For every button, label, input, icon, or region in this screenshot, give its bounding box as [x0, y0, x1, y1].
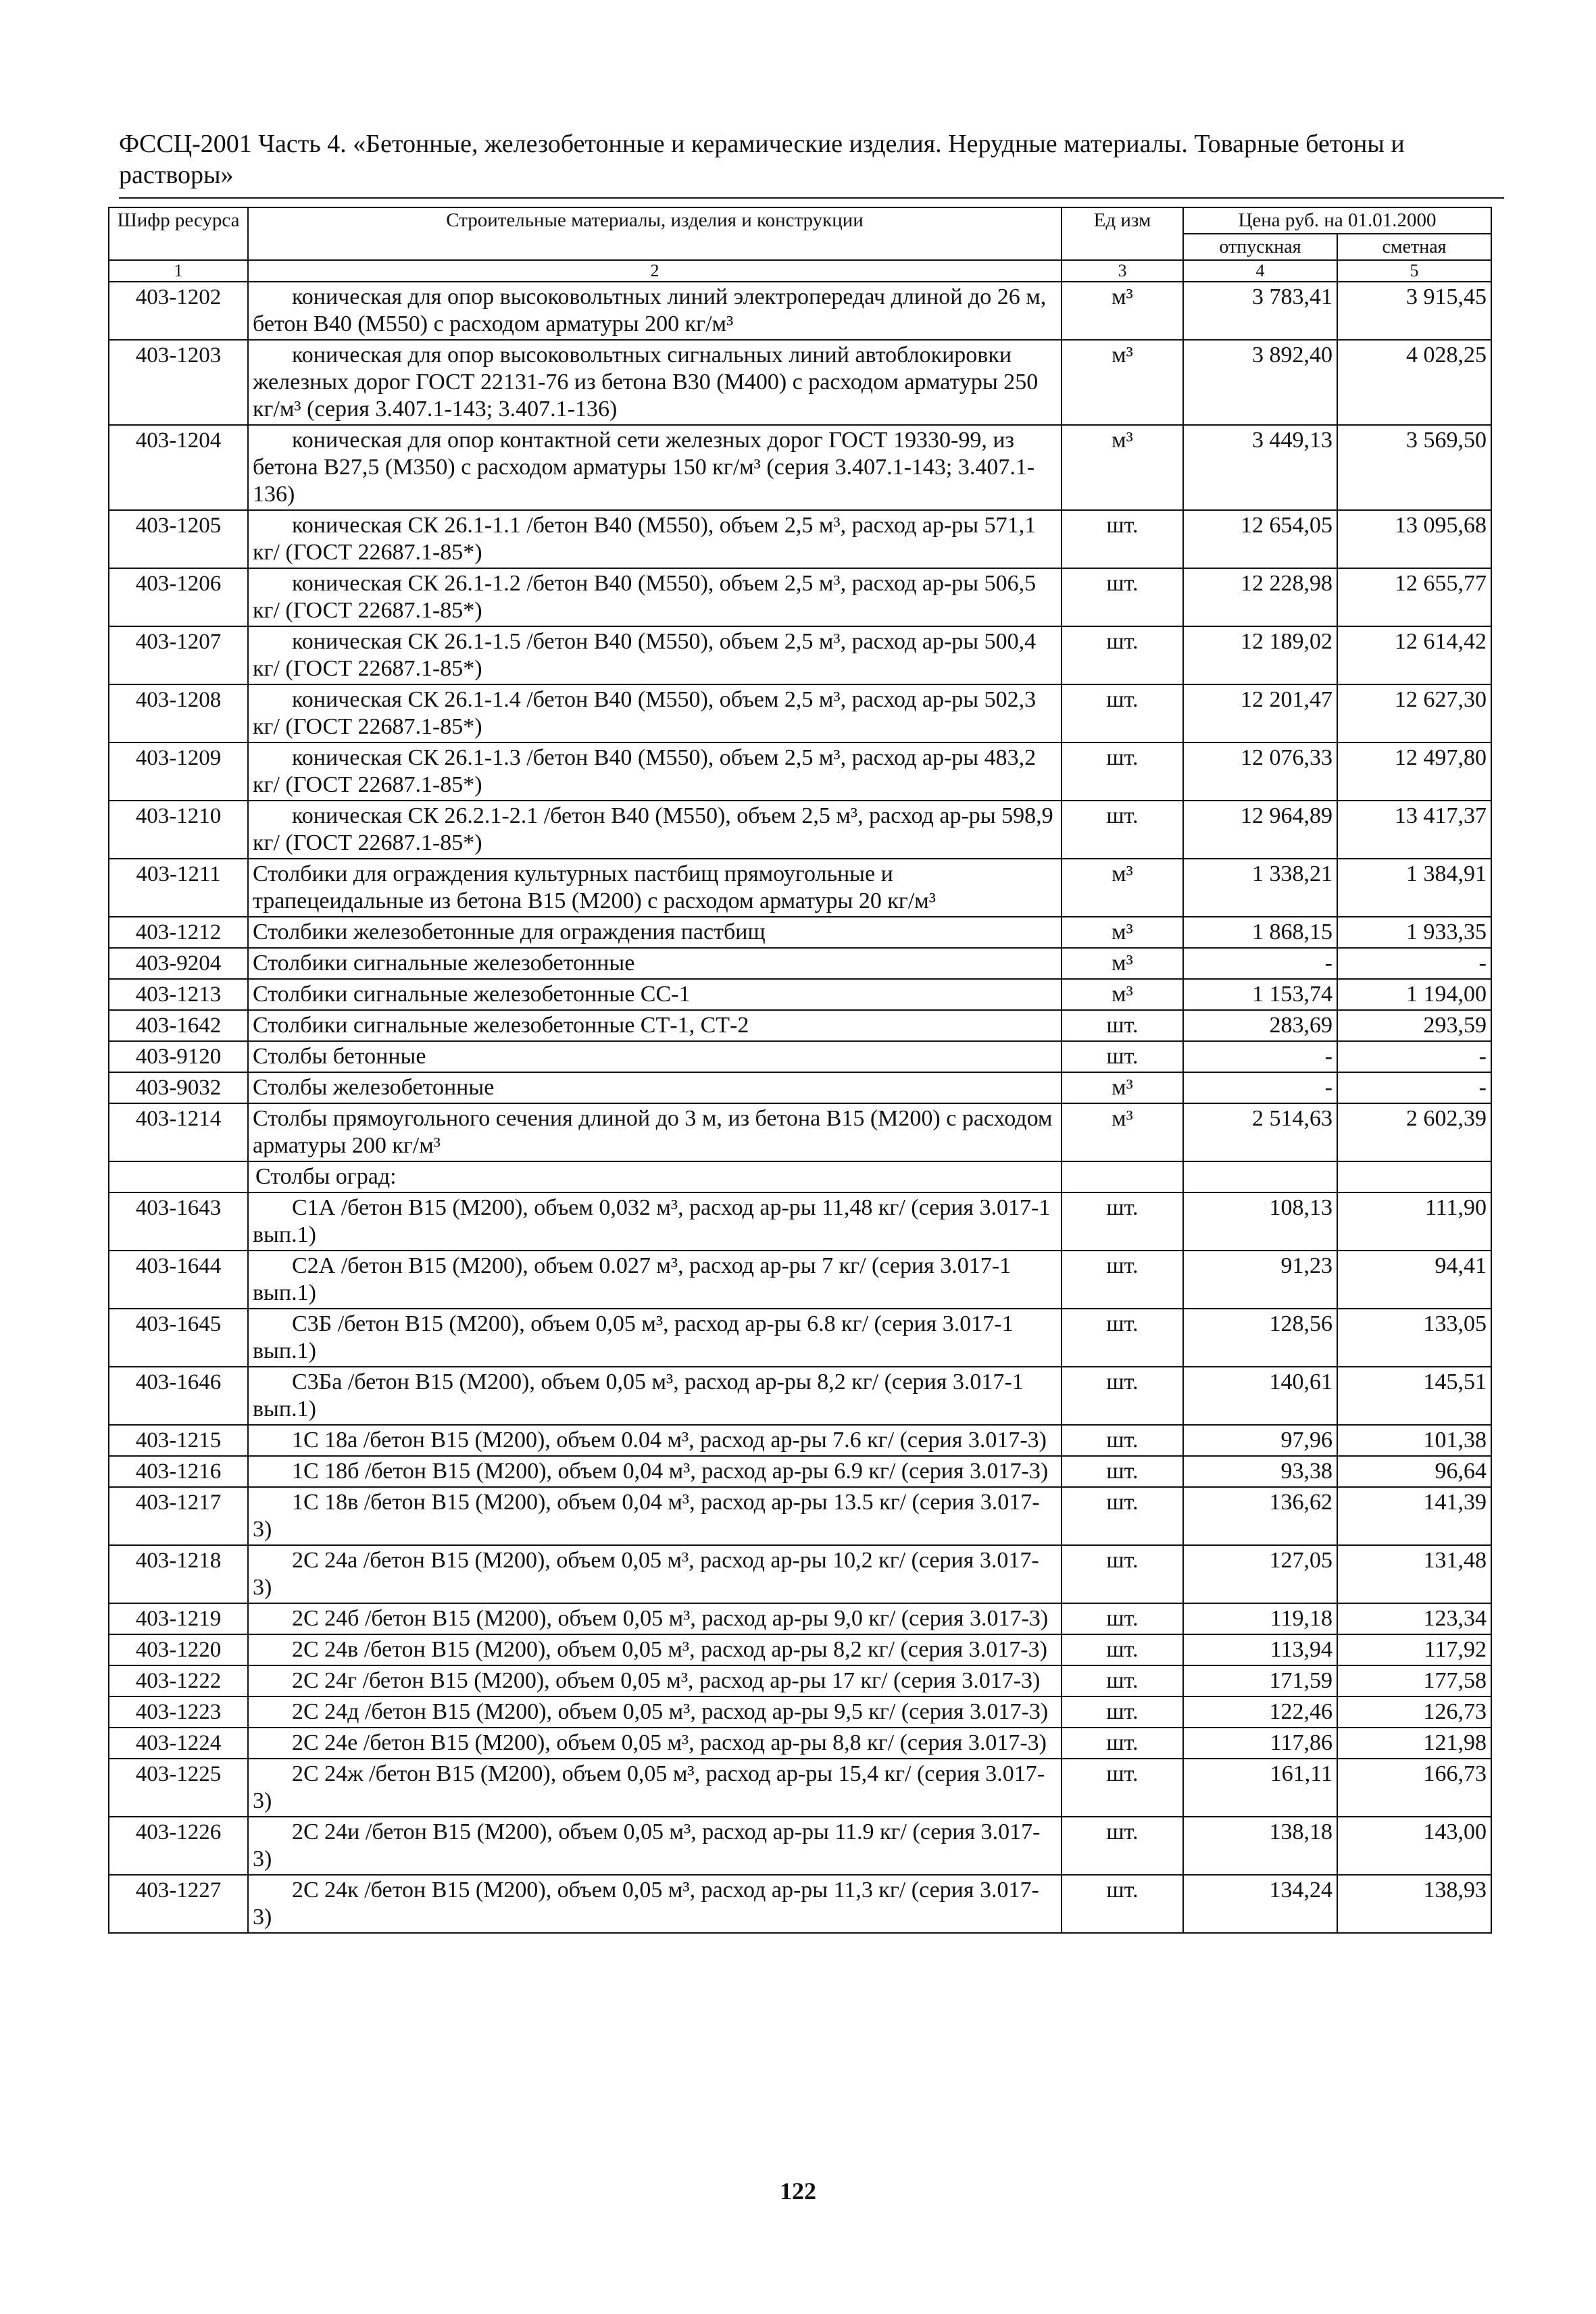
description-text: 2С 24б /бетон В15 (М200), объем 0,05 м³, расход ар-ры 9,0 кг/ (серия 3.017-3)	[292, 1606, 1049, 1631]
description-text: Столбы оград:	[255, 1164, 397, 1189]
description-text: коническая СК 26.2.1-2.1 /бетон В40 (М550), объем 2,5 м³, расход ар-ры 598,9 кг/ (ГОСТ 22687.1-85*)	[253, 803, 1053, 855]
table-row	[109, 1817, 1491, 1875]
material-description	[248, 1010, 1062, 1041]
unit-of-measure: шт.	[1062, 1487, 1183, 1545]
column-number: 5	[1337, 260, 1491, 282]
material-description	[248, 684, 1062, 743]
column-header-release-price: отпускная	[1183, 234, 1337, 260]
resource-code	[109, 1161, 248, 1192]
resource-code: 403-9120	[109, 1041, 248, 1072]
estimate-price: 94,41	[1337, 1251, 1491, 1309]
description-text: 1С 18б /бетон В15 (М200), объем 0,04 м³, расход ар-ры 6.9 кг/ (серия 3.017-3)	[292, 1459, 1049, 1484]
description-text: Столбики сигнальные железобетонные СТ-1, СТ-2	[253, 1013, 749, 1038]
resource-code: 403-1209	[109, 743, 248, 801]
resource-code: 403-1217	[109, 1487, 248, 1545]
estimate-price: 12 614,42	[1337, 626, 1491, 684]
material-description	[248, 510, 1062, 568]
resource-code: 403-1215	[109, 1425, 248, 1456]
release-price: 117,86	[1183, 1728, 1337, 1759]
unit-of-measure: м³	[1062, 282, 1183, 340]
material-description	[248, 743, 1062, 801]
unit-of-measure: шт.	[1062, 1425, 1183, 1456]
resource-code: 403-1216	[109, 1456, 248, 1487]
description-text: 1С 18в /бетон В15 (М200), объем 0,04 м³, расход ар-ры 13.5 кг/ (серия 3.017-3)	[253, 1490, 1040, 1542]
release-price: 119,18	[1183, 1603, 1337, 1634]
table-row	[109, 1251, 1491, 1309]
estimate-price: 121,98	[1337, 1728, 1491, 1759]
table-row	[109, 684, 1491, 743]
material-description	[248, 859, 1062, 917]
material-description	[248, 1456, 1062, 1487]
estimate-price: 12 655,77	[1337, 568, 1491, 626]
unit-of-measure: шт.	[1062, 510, 1183, 568]
resource-code: 403-1219	[109, 1603, 248, 1634]
description-text: С1А /бетон В15 (М200), объем 0,032 м³, расход ар-ры 11,48 кг/ (серия 3.017-1 вып.1)	[253, 1195, 1051, 1247]
material-description	[248, 1696, 1062, 1728]
column-header-code: Шифр ресурса	[109, 207, 248, 260]
estimate-price: 123,34	[1337, 1603, 1491, 1634]
column-header-estimate-price: сметная	[1337, 234, 1491, 260]
unit-of-measure: шт.	[1062, 1603, 1183, 1634]
table-row	[109, 917, 1491, 948]
estimate-price: 166,73	[1337, 1759, 1491, 1817]
table-row	[109, 1425, 1491, 1456]
unit-of-measure: шт.	[1062, 1367, 1183, 1425]
release-price: 91,23	[1183, 1251, 1337, 1309]
estimate-price: 126,73	[1337, 1696, 1491, 1728]
unit-of-measure: шт.	[1062, 1728, 1183, 1759]
release-price: 12 201,47	[1183, 684, 1337, 743]
resource-code: 403-1220	[109, 1634, 248, 1665]
release-price: 2 514,63	[1183, 1103, 1337, 1161]
table-row	[109, 1367, 1491, 1425]
description-text: коническая СК 26.1-1.3 /бетон В40 (М550), объем 2,5 м³, расход ар-ры 483,2 кг/ (ГОСТ 22687.1-85*)	[253, 745, 1037, 797]
description-text: 2С 24и /бетон В15 (М200), объем 0,05 м³, расход ар-ры 11.9 кг/ (серия 3.017-3)	[253, 1819, 1041, 1871]
description-text: 2С 24к /бетон В15 (М200), объем 0,05 м³, расход ар-ры 11,3 кг/ (серия 3.017-3)	[253, 1878, 1039, 1930]
resource-code: 403-1214	[109, 1103, 248, 1161]
material-description	[248, 1161, 1062, 1192]
document-title: ФССЦ-2001 Часть 4. «Бетонные, железобетонные и керамические изделия. Нерудные материалы. Товарные бетоны и растворы»	[119, 130, 1405, 189]
table-row	[109, 340, 1491, 425]
table-row	[109, 1759, 1491, 1817]
material-description	[248, 1425, 1062, 1456]
release-price: 127,05	[1183, 1545, 1337, 1603]
resource-code: 403-1208	[109, 684, 248, 743]
release-price: 1 868,15	[1183, 917, 1337, 948]
estimate-price: 2 602,39	[1337, 1103, 1491, 1161]
table-row	[109, 1192, 1491, 1251]
release-price: 3 892,40	[1183, 340, 1337, 425]
unit-of-measure: шт.	[1062, 1817, 1183, 1875]
estimate-price: 12 627,30	[1337, 684, 1491, 743]
release-price: -	[1183, 1041, 1337, 1072]
unit-of-measure: шт.	[1062, 1192, 1183, 1251]
table-row	[109, 568, 1491, 626]
release-price: 113,94	[1183, 1634, 1337, 1665]
material-description	[248, 801, 1062, 859]
material-description	[248, 1487, 1062, 1545]
description-text: коническая для опор контактной сети железных дорог ГОСТ 19330-99, из бетона В27,5 (М350) с расходом арматуры 150 кг/м³ (серия 3.407.1-143; 3.407.1-136)	[253, 428, 1035, 507]
resource-code: 403-1211	[109, 859, 248, 917]
unit-of-measure: шт.	[1062, 626, 1183, 684]
estimate-price: 3 569,50	[1337, 425, 1491, 510]
estimate-price: 138,93	[1337, 1875, 1491, 1933]
estimate-price: 13 417,37	[1337, 801, 1491, 859]
unit-of-measure: шт.	[1062, 684, 1183, 743]
description-text: Столбики железобетонные для ограждения пастбищ	[253, 920, 766, 945]
material-description	[248, 1728, 1062, 1759]
release-price: 12 189,02	[1183, 626, 1337, 684]
unit-of-measure: шт.	[1062, 568, 1183, 626]
resource-code: 403-1205	[109, 510, 248, 568]
table-row	[109, 979, 1491, 1010]
resource-code: 403-1226	[109, 1817, 248, 1875]
table-row	[109, 425, 1491, 510]
material-description	[248, 1192, 1062, 1251]
table-row	[109, 1041, 1491, 1072]
table-row	[109, 743, 1491, 801]
estimate-price: -	[1337, 1041, 1491, 1072]
table-row	[109, 948, 1491, 979]
unit-of-measure	[1062, 1161, 1183, 1192]
table-row	[109, 1696, 1491, 1728]
release-price: 140,61	[1183, 1367, 1337, 1425]
unit-of-measure: шт.	[1062, 1309, 1183, 1367]
material-description	[248, 568, 1062, 626]
release-price: 283,69	[1183, 1010, 1337, 1041]
material-description	[248, 1875, 1062, 1933]
release-price: 1 338,21	[1183, 859, 1337, 917]
description-text: 2С 24в /бетон В15 (М200), объем 0,05 м³, расход ар-ры 8,2 кг/ (серия 3.017-3)	[292, 1637, 1047, 1662]
resource-code: 403-1213	[109, 979, 248, 1010]
unit-of-measure: шт.	[1062, 1456, 1183, 1487]
description-text: коническая СК 26.1-1.5 /бетон В40 (М550), объем 2,5 м³, расход ар-ры 500,4 кг/ (ГОСТ 22687.1-85*)	[253, 629, 1037, 681]
material-description	[248, 1634, 1062, 1665]
unit-of-measure: шт.	[1062, 1010, 1183, 1041]
release-price: 122,46	[1183, 1696, 1337, 1728]
material-description	[248, 917, 1062, 948]
material-description	[248, 1072, 1062, 1103]
column-number-row	[109, 260, 1491, 282]
description-text: 2С 24е /бетон В15 (М200), объем 0,05 м³, расход ар-ры 8,8 кг/ (серия 3.017-3)	[292, 1730, 1047, 1755]
estimate-price: 13 095,68	[1337, 510, 1491, 568]
description-text: коническая для опор высоковольтных линий электропередач длиной до 26 м, бетон В40 (М550) с расходом арматуры 200 кг/м³	[253, 284, 1047, 336]
table-row	[109, 1456, 1491, 1487]
column-number: 4	[1183, 260, 1337, 282]
description-text: коническая для опор высоковольтных сигнальных линий автоблокировки железных дорог ГОСТ 22131-76 из бетона В30 (М400) с расходом арматуры 250 кг/м³ (серия 3.407.1-143; 3.407.1-136)	[253, 343, 1039, 422]
description-text: С2А /бетон В15 (М200), объем 0.027 м³, расход ар-ры 7 кг/ (серия 3.017-1 вып.1)	[253, 1253, 1012, 1305]
table-row	[109, 1103, 1491, 1161]
estimate-price: 3 915,45	[1337, 282, 1491, 340]
description-text: Столбики сигнальные железобетонные СС-1	[253, 982, 691, 1007]
table-row	[109, 859, 1491, 917]
unit-of-measure: шт.	[1062, 1696, 1183, 1728]
table-header-row	[109, 207, 1491, 234]
material-description	[248, 1665, 1062, 1696]
description-text: 2С 24д /бетон В15 (М200), объем 0,05 м³, расход ар-ры 9,5 кг/ (серия 3.017-3)	[292, 1699, 1049, 1724]
release-price: 108,13	[1183, 1192, 1337, 1251]
column-number: 3	[1062, 260, 1183, 282]
description-text: Столбики сигнальные железобетонные	[253, 951, 635, 976]
column-header-unit: Ед изм	[1062, 207, 1183, 260]
description-text: 2С 24ж /бетон В15 (М200), объем 0,05 м³, расход ар-ры 15,4 кг/ (серия 3.017-3)	[253, 1761, 1045, 1813]
resource-code: 403-1222	[109, 1665, 248, 1696]
release-price: 12 076,33	[1183, 743, 1337, 801]
estimate-price: 111,90	[1337, 1192, 1491, 1251]
description-text: 2С 24а /бетон В15 (М200), объем 0,05 м³, расход ар-ры 10,2 кг/ (серия 3.017-3)	[253, 1548, 1039, 1600]
material-description	[248, 340, 1062, 425]
resource-code: 403-1210	[109, 801, 248, 859]
release-price: 93,38	[1183, 1456, 1337, 1487]
table-row	[109, 801, 1491, 859]
table-row	[109, 1634, 1491, 1665]
material-description	[248, 1759, 1062, 1817]
estimate-price: 101,38	[1337, 1425, 1491, 1456]
estimate-price: 133,05	[1337, 1309, 1491, 1367]
unit-of-measure: м³	[1062, 979, 1183, 1010]
estimate-price: 1 194,00	[1337, 979, 1491, 1010]
material-description	[248, 1367, 1062, 1425]
column-number: 2	[248, 260, 1062, 282]
release-price: 161,11	[1183, 1759, 1337, 1817]
release-price: -	[1183, 948, 1337, 979]
description-text: Столбики для ограждения культурных пастбищ прямоугольные и трапецеидальные из бетона В15 (М200) с расходом арматуры 20 кг/м³	[253, 861, 936, 913]
material-description	[248, 282, 1062, 340]
estimate-price: 96,64	[1337, 1456, 1491, 1487]
resource-code: 403-1645	[109, 1309, 248, 1367]
estimate-price: 143,00	[1337, 1817, 1491, 1875]
table-row	[109, 626, 1491, 684]
estimate-price: 1 933,35	[1337, 917, 1491, 948]
resource-code: 403-9204	[109, 948, 248, 979]
unit-of-measure: м³	[1062, 1103, 1183, 1161]
unit-of-measure: шт.	[1062, 1634, 1183, 1665]
release-price: 134,24	[1183, 1875, 1337, 1933]
release-price: 3 783,41	[1183, 282, 1337, 340]
release-price: 136,62	[1183, 1487, 1337, 1545]
unit-of-measure: м³	[1062, 948, 1183, 979]
estimate-price: 1 384,91	[1337, 859, 1491, 917]
description-text: коническая СК 26.1-1.4 /бетон В40 (М550), объем 2,5 м³, расход ар-ры 502,3 кг/ (ГОСТ 22687.1-85*)	[253, 687, 1037, 739]
release-price: 12 654,05	[1183, 510, 1337, 568]
release-price: 1 153,74	[1183, 979, 1337, 1010]
resource-code: 403-1204	[109, 425, 248, 510]
table-row	[109, 1309, 1491, 1367]
description-text: Столбы прямоугольного сечения длиной до 3 м, из бетона В15 (М200) с расходом арматуры 200 кг/м³	[253, 1106, 1053, 1158]
unit-of-measure: шт.	[1062, 1875, 1183, 1933]
release-price: 171,59	[1183, 1665, 1337, 1696]
material-description	[248, 1545, 1062, 1603]
release-price: -	[1183, 1072, 1337, 1103]
description-text: С3Ба /бетон В15 (М200), объем 0,05 м³, расход ар-ры 8,2 кг/ (серия 3.017-1 вып.1)	[253, 1369, 1024, 1422]
resource-code: 403-1202	[109, 282, 248, 340]
column-header-price-group: Цена руб. на 01.01.2000	[1183, 207, 1491, 234]
description-text: 1С 18а /бетон В15 (М200), объем 0.04 м³, расход ар-ры 7.6 кг/ (серия 3.017-3)	[292, 1428, 1047, 1453]
material-description	[248, 1603, 1062, 1634]
material-description	[248, 948, 1062, 979]
material-description	[248, 1817, 1062, 1875]
unit-of-measure: м³	[1062, 917, 1183, 948]
description-text: коническая СК 26.1-1.2 /бетон В40 (М550), объем 2,5 м³, расход ар-ры 506,5 кг/ (ГОСТ 22687.1-85*)	[253, 571, 1037, 623]
material-description	[248, 1251, 1062, 1309]
material-description	[248, 425, 1062, 510]
description-text: С3Б /бетон В15 (М200), объем 0,05 м³, расход ар-ры 6.8 кг/ (серия 3.017-1 вып.1)	[253, 1311, 1014, 1363]
release-price: 3 449,13	[1183, 425, 1337, 510]
unit-of-measure: м³	[1062, 1072, 1183, 1103]
estimate-price: 12 497,80	[1337, 743, 1491, 801]
unit-of-measure: шт.	[1062, 743, 1183, 801]
material-description	[248, 979, 1062, 1010]
resource-code: 403-1223	[109, 1696, 248, 1728]
resource-code: 403-1643	[109, 1192, 248, 1251]
table-row	[109, 282, 1491, 340]
column-number: 1	[109, 260, 248, 282]
unit-of-measure: м³	[1062, 859, 1183, 917]
resource-code: 403-1642	[109, 1010, 248, 1041]
description-text: коническая СК 26.1-1.1 /бетон В40 (М550), объем 2,5 м³, расход ар-ры 571,1 кг/ (ГОСТ 22687.1-85*)	[253, 513, 1037, 565]
resource-code: 403-9032	[109, 1072, 248, 1103]
unit-of-measure: шт.	[1062, 1251, 1183, 1309]
unit-of-measure: шт.	[1062, 801, 1183, 859]
table-body	[109, 282, 1491, 1933]
estimate-price: -	[1337, 948, 1491, 979]
table-row	[109, 510, 1491, 568]
table-row	[109, 1487, 1491, 1545]
table-row	[109, 1665, 1491, 1696]
resource-code: 403-1644	[109, 1251, 248, 1309]
unit-of-measure: м³	[1062, 340, 1183, 425]
header-rule	[119, 197, 1504, 199]
resource-code: 403-1227	[109, 1875, 248, 1933]
material-description	[248, 1309, 1062, 1367]
release-price: 138,18	[1183, 1817, 1337, 1875]
unit-of-measure: шт.	[1062, 1041, 1183, 1072]
page-header	[119, 128, 1497, 191]
unit-of-measure: шт.	[1062, 1545, 1183, 1603]
unit-of-measure: шт.	[1062, 1759, 1183, 1817]
table-row	[109, 1603, 1491, 1634]
estimate-price: 145,51	[1337, 1367, 1491, 1425]
release-price: 97,96	[1183, 1425, 1337, 1456]
description-text: Столбы бетонные	[253, 1044, 426, 1069]
resource-code: 403-1218	[109, 1545, 248, 1603]
resource-code: 403-1212	[109, 917, 248, 948]
release-price: 12 964,89	[1183, 801, 1337, 859]
resource-code: 403-1203	[109, 340, 248, 425]
estimate-price	[1337, 1161, 1491, 1192]
release-price: 12 228,98	[1183, 568, 1337, 626]
estimate-price: 293,59	[1337, 1010, 1491, 1041]
description-text: Столбы железобетонные	[253, 1075, 495, 1100]
resource-code: 403-1224	[109, 1728, 248, 1759]
estimate-price: 131,48	[1337, 1545, 1491, 1603]
table-row	[109, 1072, 1491, 1103]
resource-code: 403-1206	[109, 568, 248, 626]
material-description	[248, 1103, 1062, 1161]
table-row	[109, 1728, 1491, 1759]
table-row	[109, 1875, 1491, 1933]
estimate-price: 117,92	[1337, 1634, 1491, 1665]
estimate-price: -	[1337, 1072, 1491, 1103]
resource-code: 403-1646	[109, 1367, 248, 1425]
resource-code: 403-1225	[109, 1759, 248, 1817]
description-text: 2С 24г /бетон В15 (М200), объем 0,05 м³, расход ар-ры 17 кг/ (серия 3.017-3)	[292, 1668, 1041, 1693]
page-number: 122	[780, 2178, 816, 2205]
material-description	[248, 1041, 1062, 1072]
release-price	[1183, 1161, 1337, 1192]
unit-of-measure: шт.	[1062, 1665, 1183, 1696]
price-table	[108, 207, 1492, 1934]
release-price: 128,56	[1183, 1309, 1337, 1367]
material-description	[248, 626, 1062, 684]
column-header-description: Строительные материалы, изделия и конструкции	[248, 207, 1062, 260]
unit-of-measure: м³	[1062, 425, 1183, 510]
estimate-price: 4 028,25	[1337, 340, 1491, 425]
resource-code: 403-1207	[109, 626, 248, 684]
table-row	[109, 1010, 1491, 1041]
estimate-price: 141,39	[1337, 1487, 1491, 1545]
table-group-row	[109, 1161, 1491, 1192]
estimate-price: 177,58	[1337, 1665, 1491, 1696]
table-row	[109, 1545, 1491, 1603]
